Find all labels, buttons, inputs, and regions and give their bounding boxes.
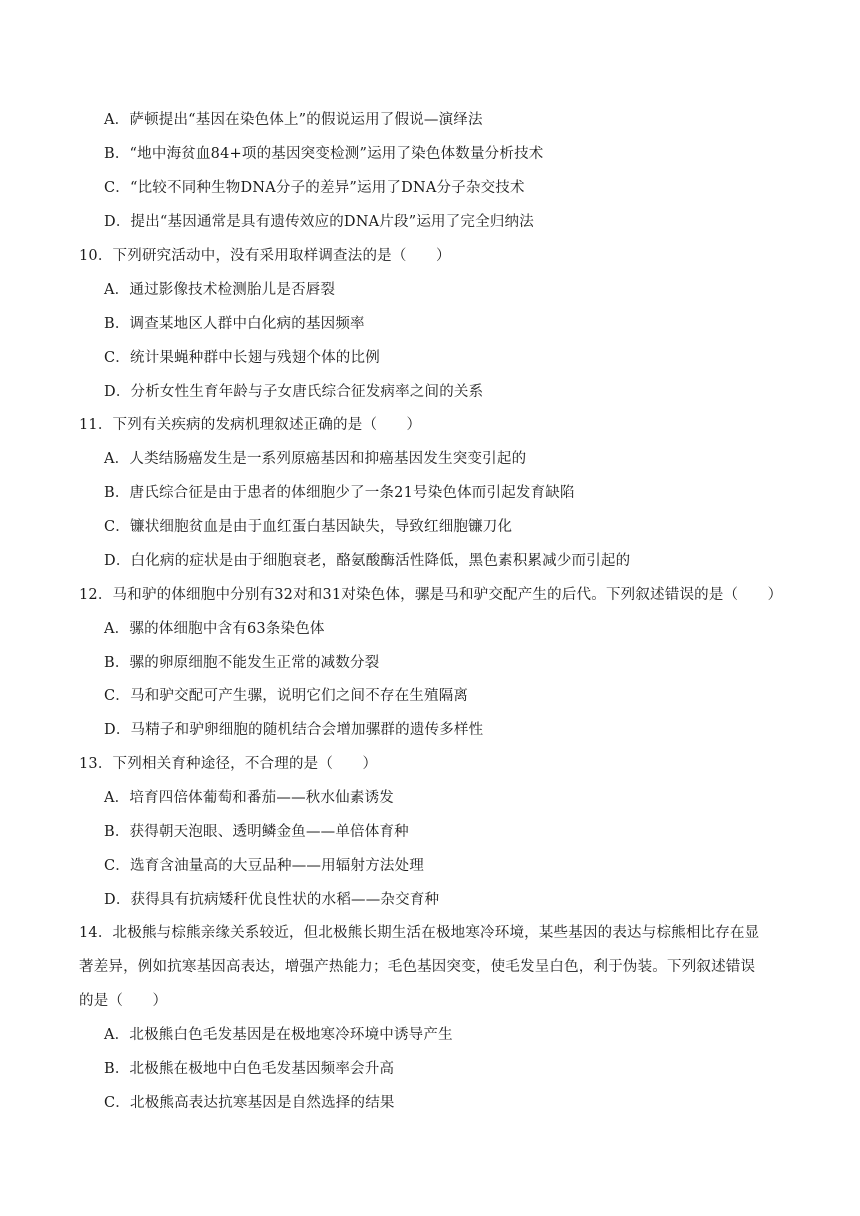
question-10: 10．下列研究活动中，没有采用取样调查法的是（ ）	[79, 248, 451, 264]
q14-option-c: C．北极熊高表达抗寒基因是自然选择的结果	[104, 1095, 395, 1111]
question-14-line-3: 的是（ ）	[79, 993, 168, 1009]
q12-option-b: B．骡的卵原细胞不能发生正常的减数分裂	[104, 655, 380, 671]
question-11: 11．下列有关疾病的发病机理叙述正确的是（ ）	[79, 417, 422, 433]
q12-option-a: A．骡的体细胞中含有63条染色体	[104, 621, 325, 637]
q13-option-c: C．选育含油量高的大豆品种——用辐射方法处理	[104, 858, 424, 874]
q14-option-a: A．北极熊白色毛发基因是在极地寒冷环境中诱导产生	[104, 1027, 453, 1043]
q13-option-a: A．培育四倍体葡萄和番茄——秋水仙素诱发	[104, 790, 394, 806]
question-13: 13．下列相关育种途径，不合理的是（ ）	[79, 756, 378, 772]
q13-option-d: D．获得具有抗病矮秆优良性状的水稻——杂交育种	[104, 892, 440, 908]
q10-option-d: D．分析女性生育年龄与子女唐氏综合征发病率之间的关系	[104, 384, 484, 400]
q12-option-c: C．马和驴交配可产生骡，说明它们之间不存在生殖隔离	[104, 688, 469, 704]
q12-option-d: D．马精子和驴卵细胞的随机结合会增加骡群的遗传多样性	[104, 722, 484, 738]
q10-option-c: C．统计果蝇种群中长翅与残翅个体的比例	[104, 350, 380, 366]
question-14-line-2: 著差异，例如抗寒基因高表达，增强产热能力；毛色基因突变，使毛发呈白色，利于伪装。下列叙述错误	[79, 959, 756, 975]
q10-option-b: B．调查某地区人群中白化病的基因频率	[104, 316, 365, 332]
q13-option-b: B．获得朝天泡眼、透明鳞金鱼——单倍体育种	[104, 824, 409, 840]
q9-option-b: B．“地中海贫血84+项的基因突变检测”运用了染色体数量分析技术	[104, 146, 544, 162]
question-12: 12．马和驴的体细胞中分别有32对和31对染色体，骡是马和驴交配产生的后代。下列叙述错误的是（ ）	[79, 587, 783, 603]
q11-option-c: C．镰状细胞贫血是由于血红蛋白基因缺失，导致红细胞镰刀化	[104, 519, 513, 535]
q11-option-a: A．人类结肠癌发生是一系列原癌基因和抑癌基因发生突变引起的	[104, 451, 527, 467]
question-14-line-1: 14．北极熊与棕熊亲缘关系较近，但北极熊长期生活在极地寒冷环境，某些基因的表达与棕熊相比存在显	[79, 925, 760, 941]
q9-option-c: C．“比较不同种生物DNA分子的差异”运用了DNA分子杂交技术	[104, 180, 525, 196]
q11-option-d: D．白化病的症状是由于细胞衰老，酪氨酸酶活性降低，黑色素积累减少而引起的	[104, 553, 631, 569]
q9-option-d: D．提出“基因通常是具有遗传效应的DNA片段”运用了完全归纳法	[104, 214, 534, 230]
q11-option-b: B．唐氏综合征是由于患者的体细胞少了一条21号染色体而引起发育缺陷	[104, 485, 575, 501]
q10-option-a: A．通过影像技术检测胎儿是否唇裂	[104, 282, 336, 298]
q14-option-b: B．北极熊在极地中白色毛发基因频率会升高	[104, 1061, 395, 1077]
q9-option-a: A．萨顿提出“基因在染色体上”的假说运用了假说—演绎法	[104, 112, 483, 128]
